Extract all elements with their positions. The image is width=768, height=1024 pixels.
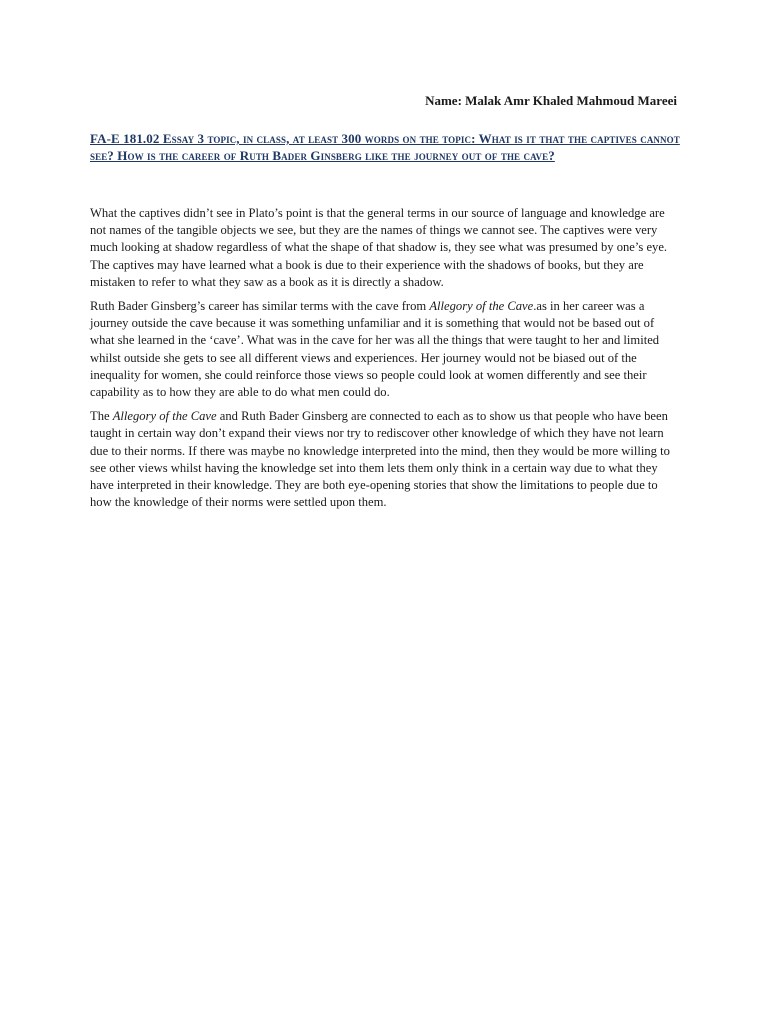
essay-heading: FA-E 181.02 Essay 3 topic, in class, at least 300 words on the topic: What is it that the captives cannot see? How is the career of Ruth Bader Ginsberg like the journey out of the cave? <box>90 131 680 163</box>
student-name: Name: Malak Amr Khaled Mahmoud Mareei <box>425 93 677 108</box>
paragraph-2-text-b: .as in her career was a journey outside the cave because it was something unfamiliar and it is something that would not be based out of what she learned in the ‘cave’. What was in the cave for her was all the things that were taught to her and limited whilst outside she gets to see all different views and experiences. Her journey would not be biased out of the inequality for women, she could reinforce those views so people could look at women differently and see their capability as to how they are able to do what men could do. <box>90 299 660 400</box>
paragraph-2-book-title: Allegory of the Cave <box>429 299 534 314</box>
paragraph-2 <box>90 298 680 401</box>
essay-body <box>90 205 680 518</box>
paragraph-2-text-a: Ruth Bader Ginsberg’s career has similar terms with the cave from <box>90 299 430 314</box>
paragraph-3 <box>90 408 680 511</box>
paragraph-3-book-title: Allegory of the Cave <box>112 409 217 424</box>
paragraph-3-text-b: and Ruth Bader Ginsberg are connected to each as to show us that people who have been taught in certain way don’t expand their views nor try to rediscover other knowledge of which they have not learn due to their norms. If there was maybe no knowledge interpreted into the mind, then they would be more willing to see other views whilst having the knowledge set into them lets them only think in a certain way due to what they have interpreted in their knowledge. They are both eye-opening stories that show the limitations to people due to how the knowledge of their norms were settled upon them. <box>90 409 670 510</box>
paragraph-3-text-a: The <box>90 409 113 424</box>
paragraph-1: What the captives didn’t see in Plato’s point is that the general terms in our source of language and knowledge are not names of the tangible objects we see, but they are the names of things we cannot see. The captives were very much looking at shadow regardless of what the shape of that shadow is, they see what was presumed by one’s eye. The captives may have learned what a book is due to their experience with the shadows of books, but they are mistaken to refer to what they saw as a book as it is directly a shadow. <box>90 206 668 289</box>
